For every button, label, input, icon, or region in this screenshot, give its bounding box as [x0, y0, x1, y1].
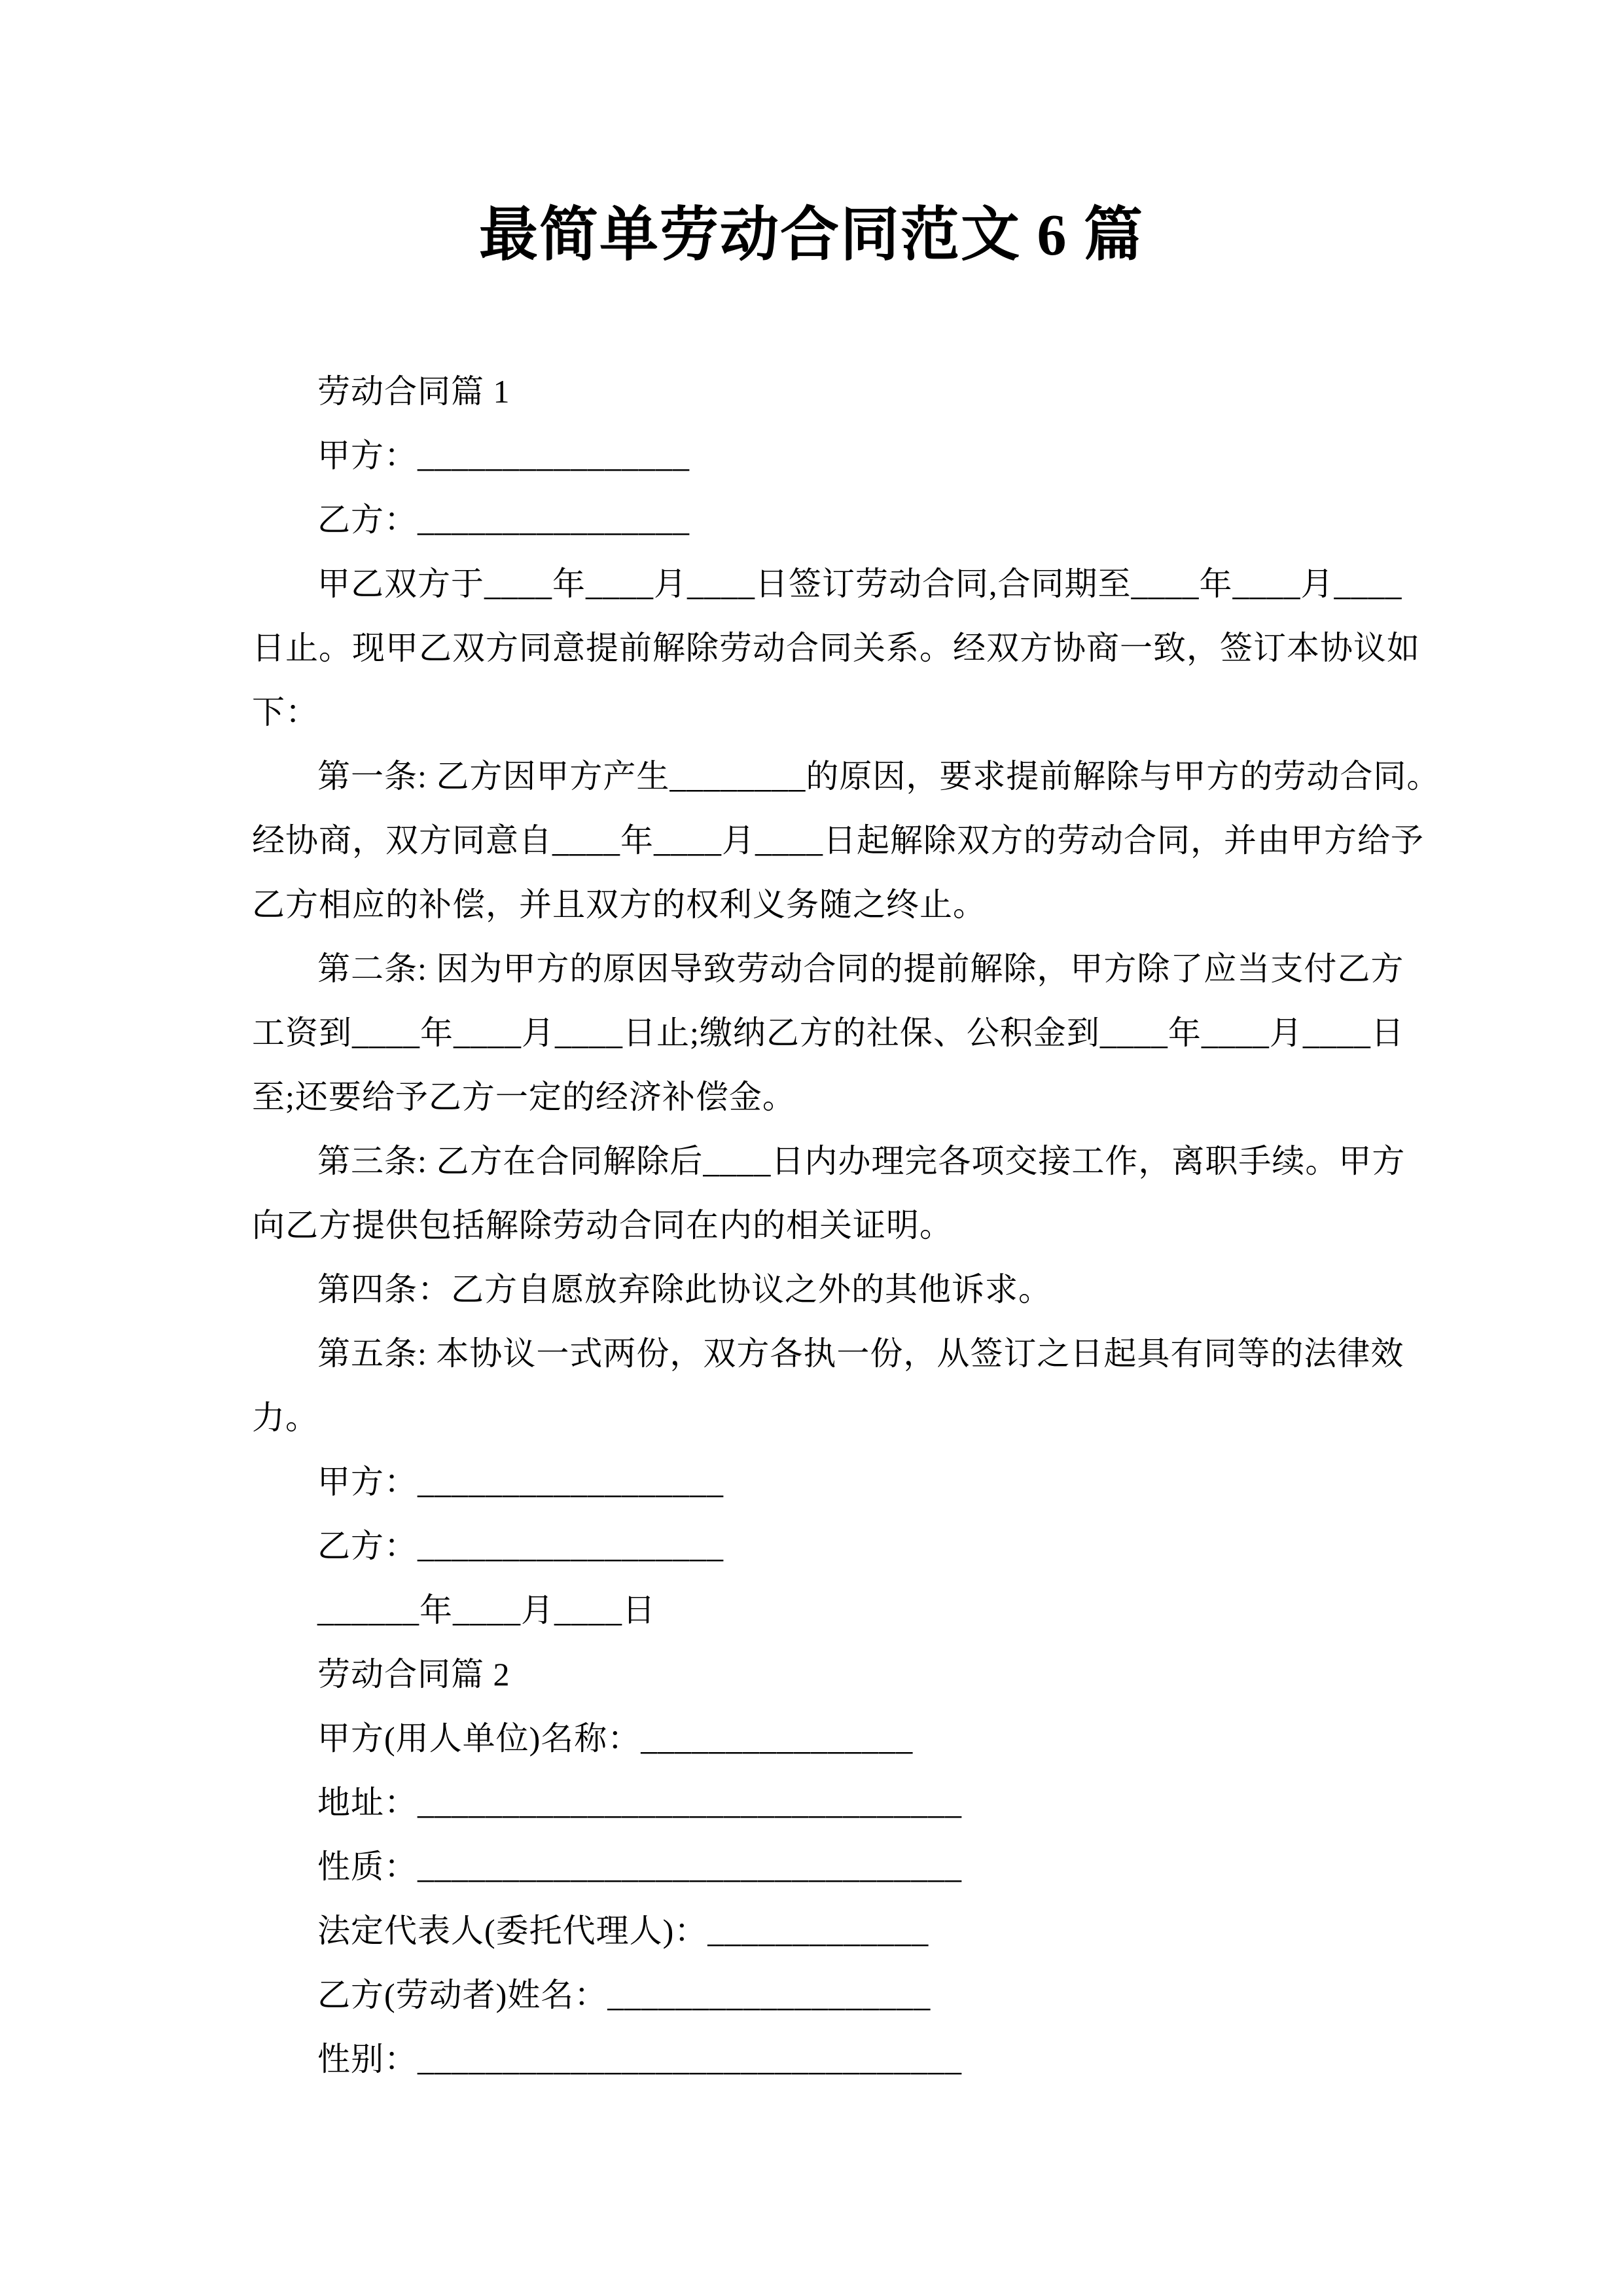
document-line: 第四条：乙方自愿放弃除此协议之外的其他诉求。: [317, 1271, 1052, 1308]
document-line: 日止。现甲乙双方同意提前解除劳动合同关系。经双方协商一致，签订本协议如: [252, 630, 1420, 666]
document-line: 法定代表人(委托代理人)：_____________: [317, 1912, 929, 1949]
document-line: 下：: [252, 694, 319, 730]
document-line: 乙方：________________: [317, 501, 690, 538]
document-line: 甲方：__________________: [317, 1463, 724, 1500]
document-line: 第三条: 乙方在合同解除后____日内办理完各项交接工作，离职手续。甲方: [317, 1143, 1406, 1179]
document-line: 力。: [252, 1399, 319, 1436]
document-line: 甲乙双方于____年____月____日签订劳动合同,合同期至____年____月____: [317, 565, 1402, 602]
document-line: 地址：________________________________: [317, 1784, 962, 1821]
document-line: 乙方：__________________: [317, 1528, 724, 1564]
document-title: 最简单劳动合同范文 6 篇: [479, 203, 1144, 268]
document-line: 乙方相应的补偿，并且双方的权利义务随之终止。: [252, 886, 986, 923]
document-line: 第二条: 因为甲方的原因导致劳动合同的提前解除，甲方除了应当支付乙方: [317, 950, 1404, 987]
document-line: 至;还要给予乙方一定的经济补偿金。: [252, 1079, 796, 1115]
document-line: 性质：________________________________: [317, 1848, 962, 1885]
document-line: 乙方(劳动者)姓名：___________________: [317, 1977, 931, 2013]
document-line: 性别：________________________________: [317, 2041, 962, 2077]
document-body: [0, 359, 1623, 2091]
document-line: 第一条: 乙方因甲方产生________的原因，要求提前解除与甲方的劳动合同。: [317, 758, 1440, 795]
document-line: 工资到____年____月____日止;缴纳乙方的社保、公积金到____年____月____日: [252, 1014, 1404, 1051]
document-line: 第五条: 本协议一式两份，双方各执一份，从签订之日起具有同等的法律效: [317, 1335, 1404, 1372]
document-line: 经协商，双方同意自____年____月____日起解除双方的劳动合同，并由甲方给予: [252, 822, 1424, 859]
section-heading: 劳动合同篇 1: [317, 373, 510, 410]
document-line: 甲方(用人单位)名称：________________: [317, 1720, 914, 1757]
document-line: 甲方：________________: [317, 437, 690, 474]
document-line: 向乙方提供包括解除劳动合同在内的相关证明。: [252, 1207, 953, 1244]
document-line: ______年____月____日: [317, 1592, 656, 1628]
section-heading: 劳动合同篇 2: [317, 1656, 510, 1693]
